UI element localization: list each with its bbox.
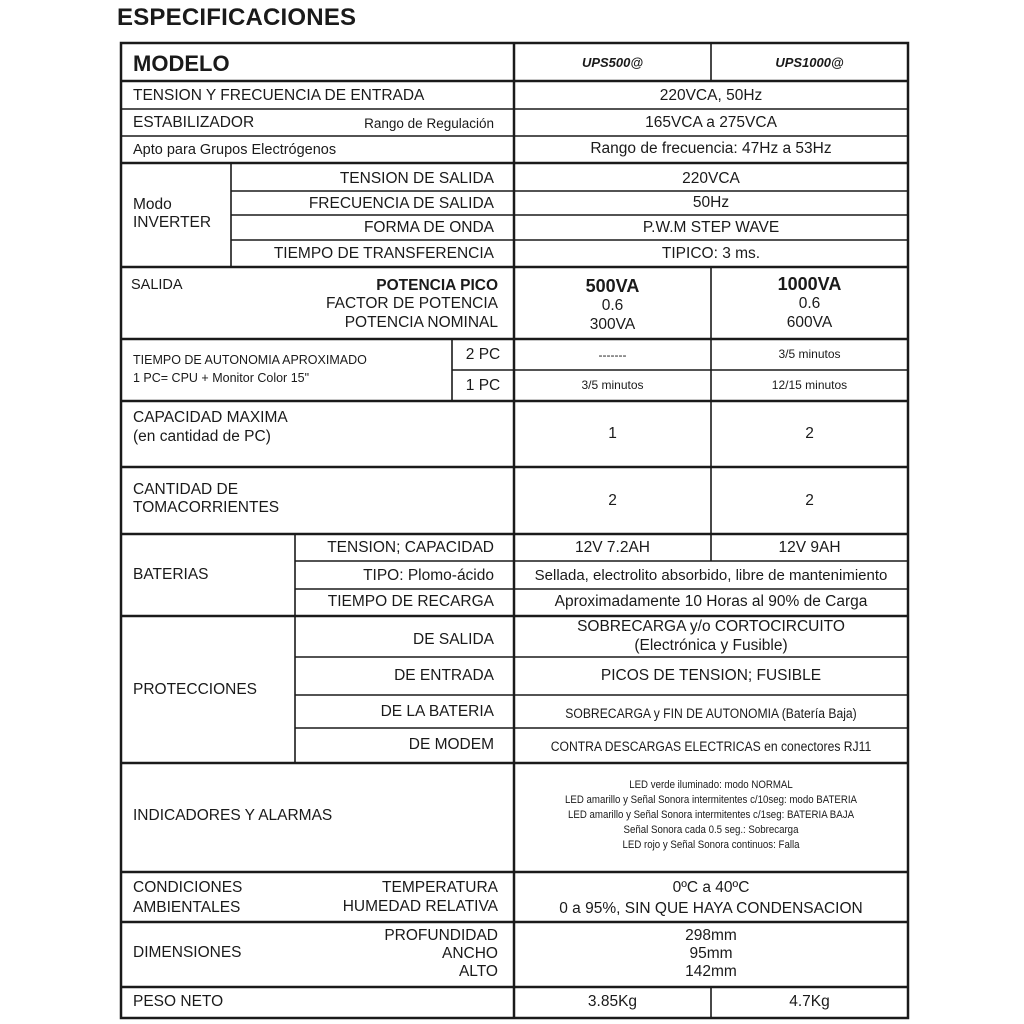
inverter-row-value: 220VCA [682,170,740,187]
entrada-value: 220VCA, 50Hz [659,87,763,104]
proteccion-bateria-value: SOBRECARGA y FIN DE AUTONOMIA (Batería Baja) [565,706,857,721]
inverter-row-label: FORMA DE ONDA [363,219,494,236]
proteccion-salida-label: DE SALIDA [413,631,494,648]
proteccion-salida-line1: SOBRECARGA y/o CORTOCIRCUITO [577,618,845,635]
autonomia-label-line2: 1 PC= CPU + Monitor Color 15" [133,371,310,385]
autonomia-label-line1: TIEMPO DE AUTONOMIA APROXIMADO [133,353,367,367]
inverter-row-value: P.W.M STEP WAVE [642,219,780,236]
ups1000-peso: 4.7Kg [789,993,830,1010]
ups1000-capacidad: 2 [805,425,814,442]
tomas-label-line1: CANTIDAD DE [133,481,239,498]
alto-value: 142mm [685,963,737,980]
inverter-row-value: 50Hz [692,194,730,211]
indicador-line: LED amarillo y Señal Sonora intermitentes c/10seg: modo BATERIA [565,794,857,806]
inverter-label-line1: Modo [133,196,172,213]
inverter-label-line2: INVERTER [133,214,212,231]
baterias-tipo-value: Sellada, electrolito absorbido, libre de mantenimiento [534,567,888,584]
ambientales-label-line1: CONDICIONES [133,879,243,896]
baterias-tension-label: TENSION; CAPACIDAD [327,539,494,556]
ups1000-nominal: 600VA [786,314,833,331]
ambientales-label-line2: AMBIENTALES [133,899,241,916]
ups1000-tomas: 2 [805,492,814,509]
ups500-autonomia-1pc: 3/5 minutos [581,378,644,392]
estabilizador-label: ESTABILIZADOR [133,114,255,131]
inverter-row-label: TENSION DE SALIDA [339,170,494,187]
potencia-pico-label: POTENCIA PICO [376,277,498,294]
estabilizador-value: 165VCA a 275VCA [645,114,777,131]
capacidad-label-line1: CAPACIDAD MAXIMA [133,409,288,426]
ups500-bateria: 12V 7.2AH [575,539,650,556]
ups1000-factor: 0.6 [798,295,821,312]
grupos-value: Rango de frecuencia: 47Hz a 53Hz [590,140,832,157]
proteccion-entrada-label: DE ENTRADA [394,667,494,684]
indicador-line: LED verde iluminado: modo NORMAL [629,779,793,791]
entrada-label: TENSION Y FRECUENCIA DE ENTRADA [133,87,425,104]
proteccion-bateria-label: DE LA BATERIA [380,703,494,720]
ancho-label: ANCHO [442,945,498,962]
autonomia-1pc-label: 1 PC [465,377,501,394]
ups500-potencia-pico: 500VA [585,276,640,296]
profundidad-value: 298mm [685,927,737,944]
indicador-line: LED amarillo y Señal Sonora intermitentes c/1seg: BATERIA BAJA [567,809,855,821]
indicador-line: Señal Sonora cada 0.5 seg.: Sobrecarga [623,824,799,836]
protecciones-label: PROTECCIONES [133,681,258,698]
baterias-label: BATERIAS [133,566,209,583]
baterias-recarga-label: TIEMPO DE RECARGA [327,593,494,610]
baterias-recarga-value: Aproximadamente 10 Horas al 90% de Carga [554,593,868,610]
dimensiones-label: DIMENSIONES [133,944,242,961]
ups1000-bateria: 12V 9AH [778,539,841,556]
ups500-nominal: 300VA [589,316,636,333]
inverter-row-label: FRECUENCIA DE SALIDA [308,195,494,212]
salida-label: SALIDA [131,277,183,293]
humedad-value: 0 a 95%, SIN QUE HAYA CONDENSACION [559,900,863,917]
autonomia-2pc-label: 2 PC [465,346,501,363]
factor-potencia-label: FACTOR DE POTENCIA [326,295,498,312]
ups1000-autonomia-1pc: 12/15 minutos [771,378,848,392]
ups1000-autonomia-2pc: 3/5 minutos [778,347,841,361]
grupos-label: Apto para Grupos Electrógenos [133,142,337,158]
ups500-capacidad: 1 [608,425,617,442]
peso-label: PESO NETO [133,993,224,1010]
baterias-tipo-label: TIPO: Plomo-ácido [363,567,494,584]
ups1000-potencia-pico: 1000VA [777,274,842,294]
ups500-peso: 3.85Kg [587,993,638,1010]
ancho-value: 95mm [689,945,733,962]
tomas-label-line2: TOMACORRIENTES [133,499,280,516]
temperatura-label: TEMPERATURA [382,879,498,896]
proteccion-entrada-value: PICOS DE TENSION; FUSIBLE [600,667,822,684]
ups500-tomas: 2 [608,492,617,509]
proteccion-modem-value: CONTRA DESCARGAS ELECTRICAS en conectores RJ11 [550,739,872,754]
indicador-line: LED rojo y Señal Sonora continuos: Falla [622,839,800,851]
indicadores-label: INDICADORES Y ALARMAS [133,807,333,824]
profundidad-label: PROFUNDIDAD [384,927,498,944]
estabilizador-sublabel: Rango de Regulación [364,116,494,131]
model-ups1000: UPS1000@ [775,55,844,70]
humedad-label: HUMEDAD RELATIVA [342,898,498,915]
ups500-factor: 0.6 [601,297,624,314]
inverter-row-value: TIPICO: 3 ms. [661,245,761,262]
ups500-autonomia-2pc: ------- [598,348,627,362]
inverter-row-label: TIEMPO DE TRANSFERENCIA [273,245,494,262]
capacidad-label-line2: (en cantidad de PC) [133,428,271,445]
potencia-nominal-label: POTENCIA NOMINAL [344,314,498,331]
page-title: ESPECIFICACIONES [117,4,357,31]
modelo-header: MODELO [133,51,230,76]
proteccion-salida-line2: (Electrónica y Fusible) [634,637,788,654]
temperatura-value: 0ºC a 40ºC [672,879,750,896]
proteccion-modem-label: DE MODEM [408,736,494,753]
alto-label: ALTO [458,963,498,980]
model-ups500: UPS500@ [581,55,644,70]
